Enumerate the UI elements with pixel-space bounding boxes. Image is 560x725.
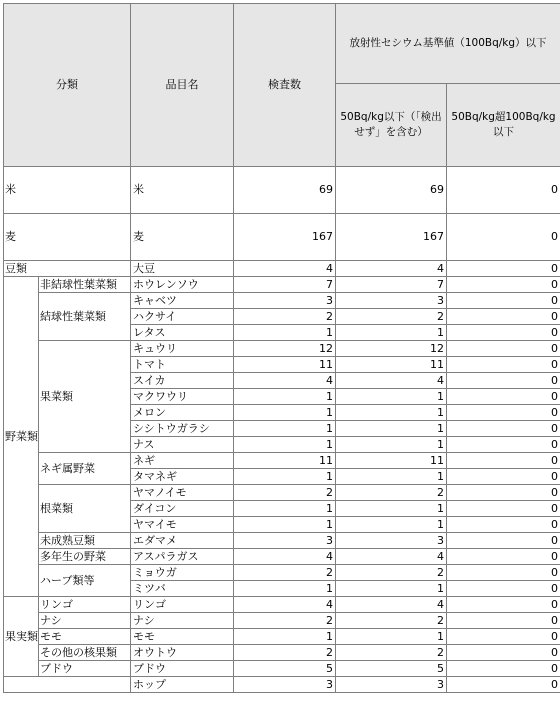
count-cell: 1	[234, 581, 336, 597]
item-name-cell: ネギ	[131, 453, 234, 469]
below-50-cell: 3	[336, 677, 447, 693]
table-row	[4, 453, 560, 469]
below-50-cell: 2	[336, 485, 447, 501]
over-50-cell: 0	[447, 277, 560, 293]
item-name-cell: モモ	[131, 629, 234, 645]
count-cell: 3	[234, 293, 336, 309]
over-50-cell: 0	[447, 437, 560, 453]
over-50-cell: 0	[447, 469, 560, 485]
table-row	[4, 214, 560, 261]
minor-category-cell: モモ	[39, 629, 131, 645]
major-category-cell: 果実類	[4, 597, 39, 677]
table-row	[4, 261, 560, 277]
item-name-cell: ハクサイ	[131, 309, 234, 325]
below-50-cell: 4	[336, 373, 447, 389]
over-50-cell: 0	[447, 661, 560, 677]
minor-category-cell: リンゴ	[39, 597, 131, 613]
count-cell: 1	[234, 421, 336, 437]
header-category: 分類	[4, 4, 131, 167]
over-50-cell: 0	[447, 421, 560, 437]
below-50-cell: 3	[336, 533, 447, 549]
item-name-cell: キャベツ	[131, 293, 234, 309]
minor-category-cell: 多年生の野菜	[39, 549, 131, 565]
minor-category-cell: ブドウ	[39, 661, 131, 677]
item-name-cell: リンゴ	[131, 597, 234, 613]
inspection-results-table	[3, 3, 560, 693]
below-50-cell: 167	[336, 214, 447, 261]
minor-category-cell: 果菜類	[39, 341, 131, 453]
below-50-cell: 4	[336, 549, 447, 565]
over-50-cell: 0	[447, 405, 560, 421]
count-cell: 3	[234, 677, 336, 693]
below-50-cell: 3	[336, 293, 447, 309]
minor-category-cell: ネギ属野菜	[39, 453, 131, 485]
below-50-cell: 1	[336, 501, 447, 517]
item-name-cell: タマネギ	[131, 469, 234, 485]
below-50-cell: 7	[336, 277, 447, 293]
count-cell: 1	[234, 405, 336, 421]
below-50-cell: 11	[336, 357, 447, 373]
item-name-cell: スイカ	[131, 373, 234, 389]
count-cell: 1	[234, 469, 336, 485]
below-50-cell: 1	[336, 389, 447, 405]
over-50-cell: 0	[447, 373, 560, 389]
item-name-cell: アスパラガス	[131, 549, 234, 565]
item-name-cell: ナス	[131, 437, 234, 453]
below-50-cell: 12	[336, 341, 447, 357]
count-cell: 1	[234, 325, 336, 341]
count-cell: 2	[234, 565, 336, 581]
over-50-cell: 0	[447, 389, 560, 405]
below-50-cell: 11	[336, 453, 447, 469]
count-cell: 2	[234, 613, 336, 629]
below-50-cell: 2	[336, 613, 447, 629]
major-category-cell: 野菜類	[4, 277, 39, 597]
over-50-cell: 0	[447, 613, 560, 629]
item-name-cell: レタス	[131, 325, 234, 341]
major-category-cell: 麦	[4, 214, 131, 261]
count-cell: 4	[234, 549, 336, 565]
below-50-cell: 4	[336, 261, 447, 277]
over-50-cell: 0	[447, 597, 560, 613]
below-50-cell: 1	[336, 469, 447, 485]
over-50-cell: 0	[447, 325, 560, 341]
over-50-cell: 0	[447, 549, 560, 565]
table-body	[4, 167, 560, 693]
over-50-cell: 0	[447, 645, 560, 661]
count-cell: 2	[234, 485, 336, 501]
item-name-cell: ホップ	[131, 677, 234, 693]
item-name-cell: オウトウ	[131, 645, 234, 661]
table-row	[4, 645, 560, 661]
table-row	[4, 277, 560, 293]
count-cell: 1	[234, 501, 336, 517]
minor-category-cell: 結球性葉菜類	[39, 293, 131, 341]
item-name-cell: メロン	[131, 405, 234, 421]
item-name-cell: ブドウ	[131, 661, 234, 677]
count-cell: 4	[234, 261, 336, 277]
item-name-cell: トマト	[131, 357, 234, 373]
below-50-cell: 69	[336, 167, 447, 214]
table-row	[4, 597, 560, 613]
table-row	[4, 167, 560, 214]
item-name-cell: ミツバ	[131, 581, 234, 597]
below-50-cell: 1	[336, 517, 447, 533]
count-cell: 7	[234, 277, 336, 293]
over-50-cell: 0	[447, 533, 560, 549]
table-row	[4, 341, 560, 357]
over-50-cell: 0	[447, 167, 560, 214]
table-row	[4, 533, 560, 549]
count-cell: 4	[234, 373, 336, 389]
over-50-cell: 0	[447, 357, 560, 373]
header-item-name: 品目名	[131, 4, 234, 167]
over-50-cell: 0	[447, 293, 560, 309]
below-50-cell: 1	[336, 421, 447, 437]
count-cell: 11	[234, 357, 336, 373]
below-50-cell: 1	[336, 437, 447, 453]
header-below-50: 50Bq/kg以下（「検出せず」を含む）	[336, 84, 447, 167]
item-name-cell: シシトウガラシ	[131, 421, 234, 437]
over-50-cell: 0	[447, 214, 560, 261]
major-category-cell: 米	[4, 167, 131, 214]
table-row	[4, 549, 560, 565]
item-name-cell: エダマメ	[131, 533, 234, 549]
count-cell: 2	[234, 645, 336, 661]
below-50-cell: 1	[336, 325, 447, 341]
item-name-cell: ホウレンソウ	[131, 277, 234, 293]
item-name-cell: ダイコン	[131, 501, 234, 517]
over-50-cell: 0	[447, 309, 560, 325]
minor-category-cell: その他の核果類	[39, 645, 131, 661]
count-cell: 2	[234, 309, 336, 325]
table-row	[4, 661, 560, 677]
item-name-cell: ナシ	[131, 613, 234, 629]
count-cell: 11	[234, 453, 336, 469]
item-name-cell: 麦	[131, 214, 234, 261]
minor-category-cell: 非結球性葉菜類	[39, 277, 131, 293]
count-cell: 1	[234, 389, 336, 405]
header-standard: 放射性セシウム基準値（100Bq/kg）以下	[336, 4, 560, 84]
below-50-cell: 5	[336, 661, 447, 677]
minor-category-cell: ナシ	[39, 613, 131, 629]
table-row	[4, 677, 560, 693]
table-row	[4, 629, 560, 645]
item-name-cell: 大豆	[131, 261, 234, 277]
minor-category-cell: ハーブ類等	[39, 565, 131, 597]
item-name-cell: ヤマノイモ	[131, 485, 234, 501]
count-cell: 69	[234, 167, 336, 214]
over-50-cell: 0	[447, 501, 560, 517]
count-cell: 4	[234, 597, 336, 613]
count-cell: 3	[234, 533, 336, 549]
count-cell: 1	[234, 517, 336, 533]
count-cell: 1	[234, 437, 336, 453]
count-cell: 167	[234, 214, 336, 261]
count-cell: 1	[234, 629, 336, 645]
item-name-cell: ミョウガ	[131, 565, 234, 581]
table-row	[4, 613, 560, 629]
below-50-cell: 1	[336, 405, 447, 421]
major-category-cell: 豆類	[4, 261, 131, 277]
over-50-cell: 0	[447, 517, 560, 533]
below-50-cell: 2	[336, 645, 447, 661]
item-name-cell: ヤマイモ	[131, 517, 234, 533]
over-50-cell: 0	[447, 261, 560, 277]
count-cell: 12	[234, 341, 336, 357]
over-50-cell: 0	[447, 677, 560, 693]
item-name-cell: マクワウリ	[131, 389, 234, 405]
minor-category-cell: 未成熟豆類	[39, 533, 131, 549]
item-name-cell: 米	[131, 167, 234, 214]
item-name-cell: キュウリ	[131, 341, 234, 357]
major-category-cell	[4, 677, 131, 693]
header-count: 検査数	[234, 4, 336, 167]
count-cell: 5	[234, 661, 336, 677]
over-50-cell: 0	[447, 629, 560, 645]
table-row	[4, 565, 560, 581]
over-50-cell: 0	[447, 341, 560, 357]
below-50-cell: 4	[336, 597, 447, 613]
minor-category-cell: 根菜類	[39, 485, 131, 533]
below-50-cell: 1	[336, 629, 447, 645]
below-50-cell: 2	[336, 565, 447, 581]
below-50-cell: 2	[336, 309, 447, 325]
over-50-cell: 0	[447, 453, 560, 469]
table-row	[4, 293, 560, 309]
table-header	[4, 4, 560, 167]
header-50-to-100: 50Bq/kg超100Bq/kg以下	[447, 84, 560, 167]
over-50-cell: 0	[447, 581, 560, 597]
table-row	[4, 485, 560, 501]
over-50-cell: 0	[447, 565, 560, 581]
over-50-cell: 0	[447, 485, 560, 501]
below-50-cell: 1	[336, 581, 447, 597]
